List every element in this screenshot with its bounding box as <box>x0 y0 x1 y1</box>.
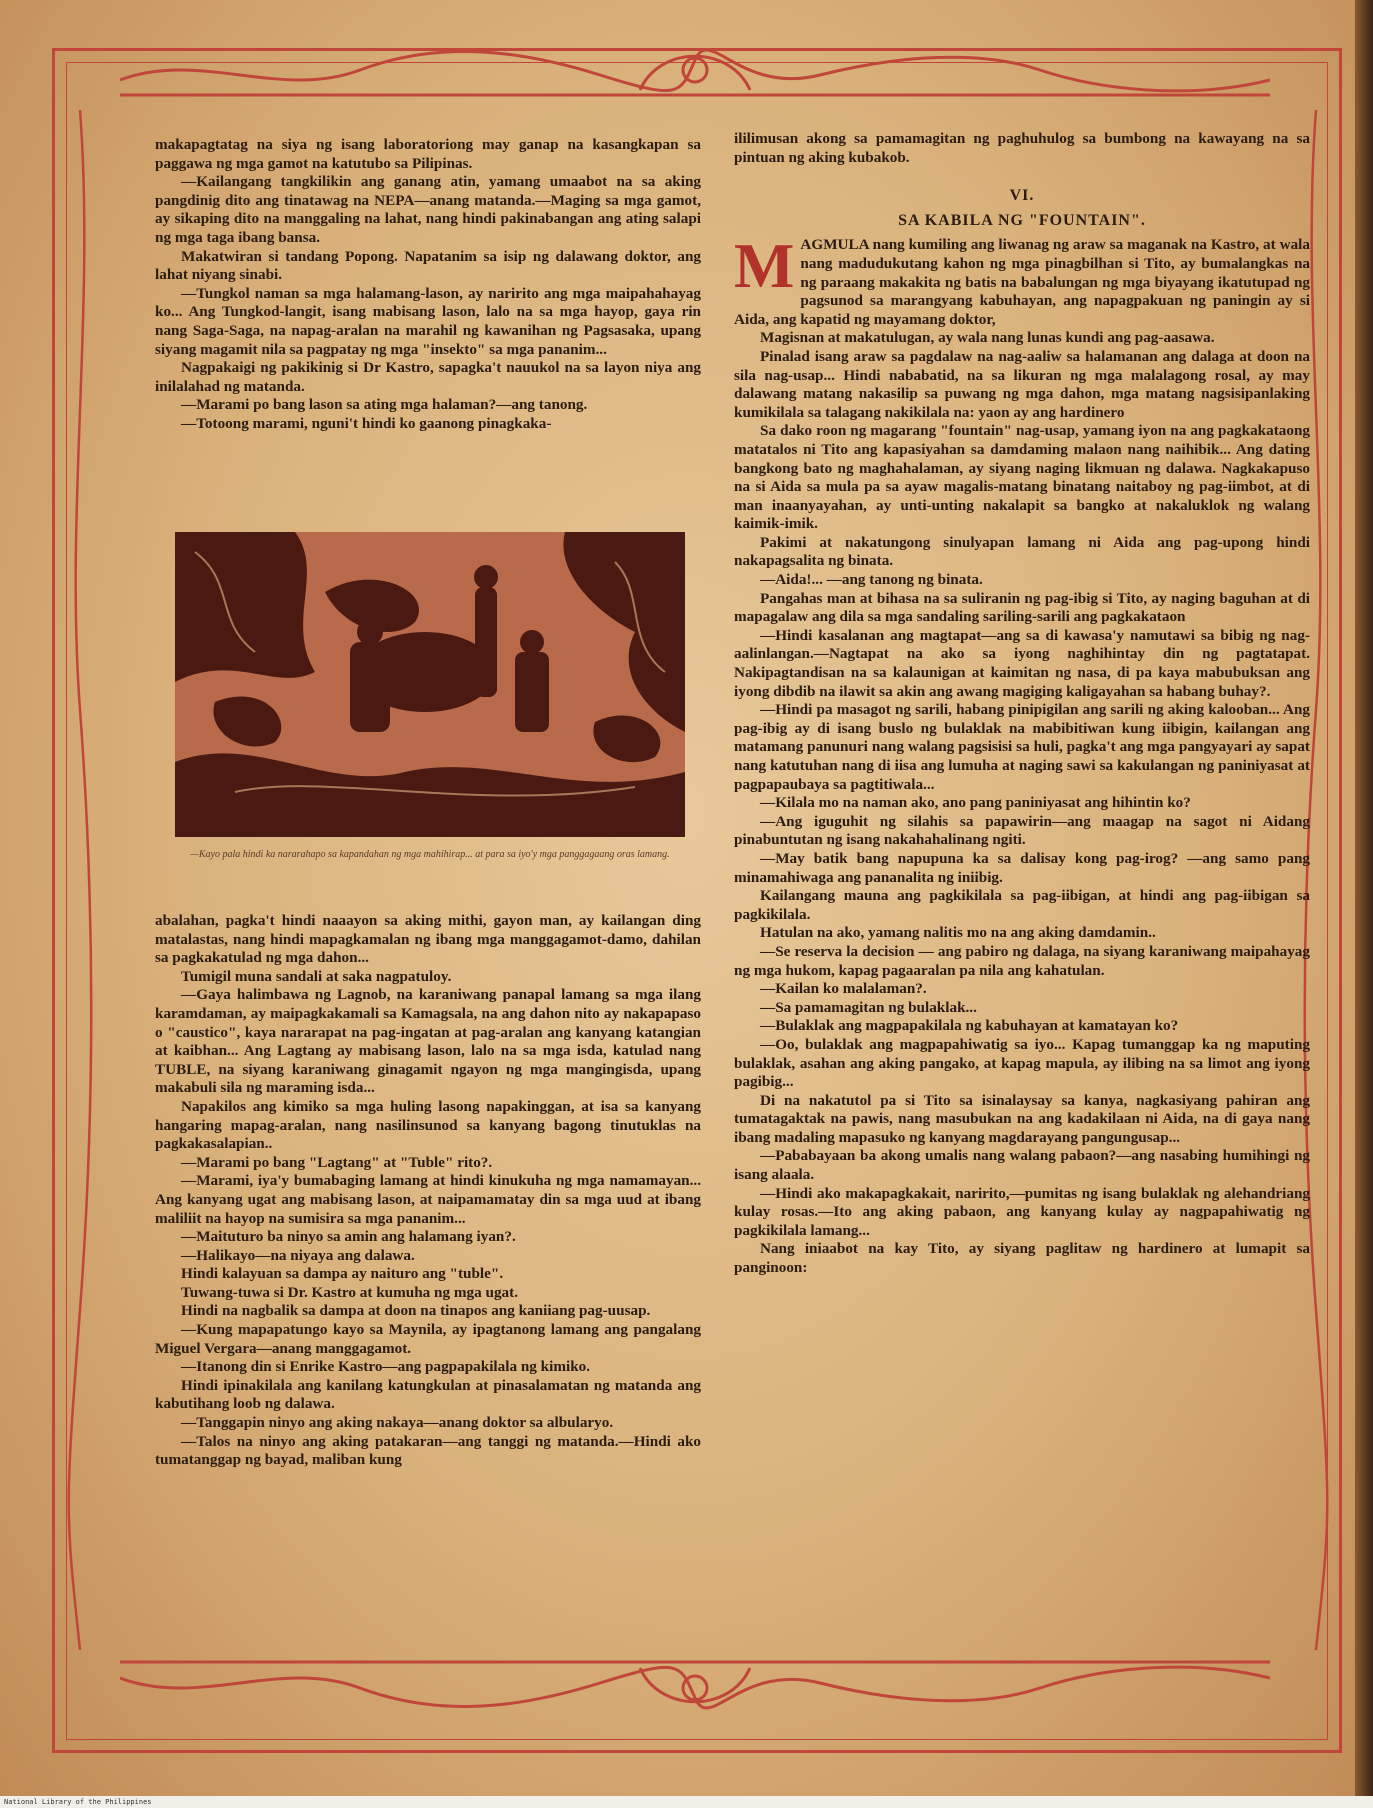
paragraph: Pangahas man at bihasa na sa suliranin ng pag-ibig si Tito, ay naging baguhan at di mapagalaw ang dila sa mga sandaling sariling-sarili ang pagkakataon <box>734 589 1310 626</box>
paragraph: Nang iniaabot na kay Tito, ay siyang paglitaw ng hardinero at lumapit sa panginoon: <box>734 1240 1310 1277</box>
library-footer: National Library of the Philippines <box>0 1796 1373 1808</box>
paragraph: —Marami po bang "Lagtang" at "Tuble" rito?. <box>181 1153 493 1171</box>
paragraph: —May batik bang napupuna ka sa dalisay kong pag-irog? —ang samo pang minamahiwaga ang pananalita ng iniibig. <box>734 849 1310 886</box>
paragraph: abalahan, pagka't hindi naaayon sa aking mithi, gayon man, ay kailangan ding matalastas, nang hindi mapagkamalan ng ibang mga manggagamot-damo, dahilan sa pagkakatulad ng mga dahon... <box>155 912 701 967</box>
paragraph: —Tanggapin ninyo ang aking nakaya—anang doktor sa albularyo. <box>181 1414 614 1432</box>
paragraph: —Halikayo—na niyaya ang dalawa. <box>181 1246 415 1264</box>
paragraph: —Marami, iya'y bumabaging lamang at hindi kinukuha ng mga namamayan... Ang kanyang ugat ang mabisang lason, at naipamamatay din sa mga uud at ibang maliliit na hayop na sumisira sa mga pananim... <box>155 1172 701 1227</box>
paragraph: —Hindi kasalanan ang magtapat—ang sa di kawasa'y namutawi sa bibig ng nag-aalinlangan.—Nagtapat na ako sa iyong naghihintay din ng pagtatapat. Nakipagtandisan na sa kalaunigan at kaimitan ng nasa, di pa kaya mabubuksan ang iyong dibdib na ilawit sa akin ang awang magiging kaligayahan sa habang buhay?. <box>734 626 1310 700</box>
paragraph: —Talos na ninyo ang aking patakaran—ang tanggi ng matanda.—Hindi ako tumatanggap ng bayad, maliban kung <box>155 1432 701 1469</box>
paragraph: Pinalad isang araw sa pagdalaw na nag-aaliw sa halamanan ang dalaga at doon na sila nag-usap... Hindi nababatid, na sa likuran ng mga malalagong rosal, ay may dalawang matang nakasilip sa puwang ng mga dahon, mga matang nagsisipanlaking kumikilala sa talagang nakikilala na: yaon ay ang hardinero <box>734 347 1310 421</box>
left-ornament <box>60 110 100 1650</box>
paragraph: Di na nakatutol pa si Tito sa isinalaysay sa kanya, nagkasiyang pahiran ang tumatagaktak na pawis, nang masubukan na ang kadakilaan ni Aida, na di gaya nang ibang madaling mapasuko ng kanyang magdarayang pangungusap... <box>734 1091 1310 1146</box>
drop-cap: M <box>734 230 795 302</box>
paragraph: Hindi na nagbalik sa dampa at doon na tinapos ang kaniiang pag-uusap. <box>181 1302 651 1320</box>
paragraph: —Kailangang tangkilikin ang ganang atin, yamang umaabot na sa aking pangdinig dito ang tinatawag na NEPA—anang matanda.—Maging sa mga gamot, ay sikaping dito na manggaling na lahat, nang hindi pakinabangan ang ating salapi ng mga taga ibang bansa. <box>155 173 701 246</box>
paragraph-text: AGMULA nang kumiling ang liwanag ng araw sa maganak na Kastro, at wala nang madudukutang kahon ng mga pinagbilhan si Tito, ay bumalangkas na ng paraang makakita ng batis na babalungan ng mga biyayang ikatutupad ng pagsunod sa marangyang kabuhayan, ang napagpakuan ng paningin ay si Aida, ang kapatid ng mayamang doktor, <box>734 236 1310 328</box>
paragraph: —Gaya halimbawa ng Lagnob, na karaniwang panapal lamang sa mga ilang karamdaman, ay maipagkakamali sa Kamagsala, na ang dahon nito ay nakapapaso o "caustico", kaya nararapat na pag-ingatan at pag-aralan ang kanyang katangian at kaibhan... Ang Lagtang ay mabisang lason, lalo na sa mga isda, katulad nang TUBLE, na siyang karaniwang ginagamit ngayon ng mga mangingisda, upang makabuli sila ng maraming isda... <box>155 986 701 1097</box>
paragraph: Tuwang-tuwa si Dr. Kastro at kumuha ng mga ugat. <box>181 1283 519 1301</box>
paragraph: —Se reserva la decision — ang pabiro ng dalaga, na siyang karaniwang maipahayag ng mga hukom, kapag pagaaralan pa nila ang kahatulan. <box>734 942 1310 979</box>
paragraph: Hindi kalayuan sa dampa ay naituro ang "tuble". <box>181 1265 504 1283</box>
paragraph: —Maituturo ba ninyo sa amin ang halamang iyan?. <box>181 1228 516 1246</box>
paragraph: Hatulan na ako, yamang nalitis mo na ang aking damdamin.. <box>760 924 1156 942</box>
paragraph: —Marami po bang lason sa ating mga halaman?—ang tanong. <box>181 396 588 414</box>
paragraph: —Itanong din si Enrike Kastro—ang pagpapakilala ng kimiko. <box>181 1358 591 1376</box>
paragraph: Pakimi at nakatungong sinulyapan lamang ni Aida ang pag-upong hindi nakapagsalita ng binata. <box>734 533 1310 570</box>
left-column-bottom <box>155 912 701 1470</box>
bottom-ornament <box>120 1656 1270 1718</box>
right-column <box>734 130 1310 1278</box>
paragraph: —Pababayaan ba akong umalis nang walang pabaon?—ang nasabing humihingi ng isang alaala. <box>734 1147 1310 1184</box>
chapter-title: SA KABILA NG "FOUNTAIN". <box>898 211 1146 229</box>
paragraph: —Kilala mo na naman ako, ano pang paniniyasat ang hihintin ko? <box>760 794 1191 812</box>
story-illustration <box>175 532 685 837</box>
paragraph: ililimusan akong sa pamamagitan ng paghuhulog sa bumbong na kawayang na sa pintuan ng aking kubakob. <box>734 130 1310 166</box>
paragraph: Sa dako roon ng magarang "fountain" nag-usap, yamang iyon na ang pagkakataong matatalos ni Tito ang kapasiyahan sa damdaming malaon nang naihibik... Ang dating bangkong bato ng maghahalaman, ay siyang naging likmuan ng dalawa. Nagkakapuso na si Aida sa mula pa sa ayaw magalis-matang binatang naitaboy ng pag-iimbot, at di man inaanyayahan, ay unti-unting nakalapit sa bangko at nakaluklok ng walang kaimik-imik. <box>734 422 1310 533</box>
paragraph: Nagpakaigi ng pakikinig si Dr Kastro, sapagka't nauukol na sa layon niya ang inilalahad ng matanda. <box>155 359 701 395</box>
paragraph: Kailangang mauna ang pagkikilala sa pag-iibigan, at hindi ang pag-iibigan sa pagkikilala. <box>734 887 1310 923</box>
left-column-top <box>155 136 701 434</box>
paragraph: —Bulaklak ang magpapakilala ng kabuhayan at kamatayan ko? <box>760 1017 1179 1035</box>
paragraph: —Tungkol naman sa mga halamang-lason, ay naririto ang mga maipahahayag ko... Ang Tungkod-langit, isang mabisang lason, lalo na sa mga hayop, gaya rin nang Saga-Saga, na napag-aralan na marahil ng kawanihan ng Pagsasaka, upang siyang magamit nila sa pagpatay ng mga "insekto" sa mga pananim... <box>155 284 701 358</box>
paragraph: —Totoong marami, nguni't hindi ko gaanong pinagkaka- <box>181 414 552 432</box>
paragraph: —Kung mapapatungo kayo sa Maynila, ay ipagtanong lamang ang pangalang Miguel Vergara—anang manggagamot. <box>155 1321 701 1357</box>
top-ornament <box>120 40 1270 102</box>
paragraph: —Hindi pa masagot ng sarili, habang pinipigilan ang sarili ng aking kalooban... Ang pag-ibig ay di isang buslo ng bulaklak na mabibitiwan kung iibigin, kailangan ang matamang panunuri nang walang pagsisisi sa huli, pagka't ang mga pangyayari ay sapat nang katutuhan nang di iisa ang lumuha at naging sawi sa kakulangan ng paniniyasat at pagpapaubaya sa pagtitiwala... <box>734 701 1310 793</box>
illustration-caption: —Kayo pala hindi ka nararahapo sa kapandahan ng mga mahihirap... at para sa iyo'y mga panggagaang oras lamang. <box>190 849 670 860</box>
paragraph: —Aida!... —ang tanong ng binata. <box>760 571 983 589</box>
paragraph: Napakilos ang kimiko sa mga huling lasong napakinggan, at isa sa kanyang hangaring mapag-aralan, nang nasilinsunod sa kanyang bagong tinutuklas na pagkakasalapian.. <box>155 1097 701 1153</box>
chapter-number: VI. <box>1009 187 1035 205</box>
paragraph: —Oo, bulaklak ang magpapahiwatig sa iyo... Kapag tumanggap ka ng maputing bulaklak, asahan ang aking pangako, at kapag mapula, ay ilibing na sa limot ang iyong pagibig... <box>734 1035 1310 1091</box>
paragraph: —Kailan ko malalaman?. <box>760 980 927 998</box>
paragraph: Magisnan at makatulugan, ay wala nang lunas kundi ang pag-aasawa. <box>760 329 1215 347</box>
paragraph: Tumigil muna sandali at saka nagpatuloy. <box>181 967 452 985</box>
paragraph: —Hindi ako makapagkakait, naririto,—pumitas ng isang bulaklak ng alehandriang kulay rosas.—Ito ang aking pabaon, ang kanyang kulay ay nagpapahiwatig ng pagkikilala lamang... <box>734 1184 1310 1239</box>
paragraph: Hindi ipinakilala ang kanilang katungkulan at pinasalamatan ng matanda ang kabutihang loob ng dalawa. <box>155 1376 701 1413</box>
opening-paragraph <box>734 230 1310 329</box>
paragraph: —Ang iguguhit ng silahis sa papawirin—ang maagap na sagot ni Aidang pinabuntutan ng isang nakahahalinang ngiti. <box>734 812 1310 849</box>
binding-spine <box>1355 0 1373 1808</box>
paragraph: Makatwiran si tandang Popong. Napatanim sa isip ng dalawang doktor, ang lahat niyang sinabi. <box>155 247 701 284</box>
paragraph: —Sa pamamagitan ng bulaklak... <box>760 998 977 1016</box>
paragraph: makapagtatag na siya ng isang laboratoriong may ganap na kasangkapan sa paggawa ng mga gamot na katutubo sa Pilipinas. <box>155 136 701 172</box>
